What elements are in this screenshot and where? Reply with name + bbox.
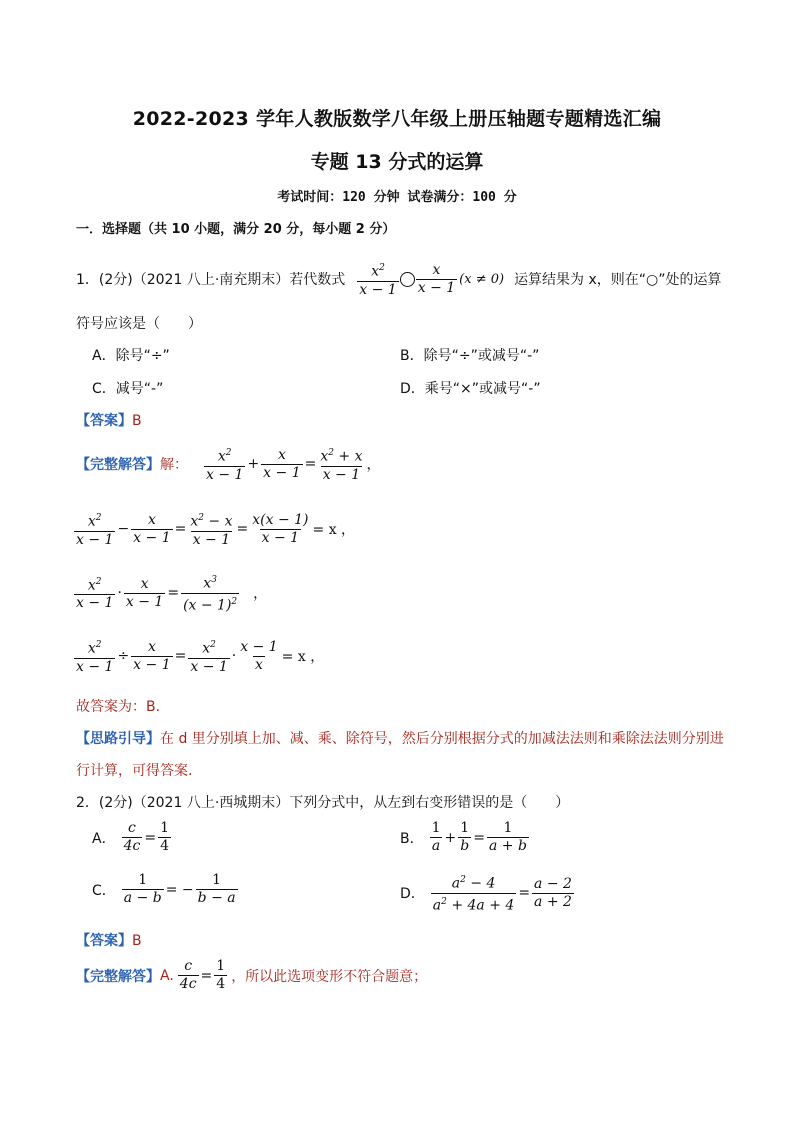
q1-tail: 运算结果为 x，则在“○”处的运算 [514,272,722,289]
q2-option-d[interactable]: D． $\frac{a^2 - 4}{a^2 + 4a + 4}$ = $\frac{a - 2}{a + 2}$ [400,875,572,914]
q1-expression: $\frac{x^2}{x - 1}$ $\frac{x}{x - 1}$ [359,261,456,298]
hint-tag: 【思路引导】 [76,731,160,747]
q1-option-d[interactable]: D．乘号“×”或减号“-” [400,381,541,397]
q1-hint-line2: 行计算，可得答案. [76,763,193,779]
q2-option-c[interactable]: C． $\frac{1}{a - b}$ = − $\frac{1}{b - a}$ [92,872,236,906]
q1-line2: 符号应该是（ ） [76,316,202,332]
section-heading: 一．选择题（共 10 小题，满分 20 分，每小题 2 分） [76,222,396,237]
q1-lead: 1．(2分)（2021 八上·南充期末）若代数式 [76,272,346,289]
q2-option-a[interactable]: A． $\frac{c}{4c}$ = $\frac{1}{4}$ [92,820,169,854]
q1-conclusion: 故答案为：B. [76,699,161,715]
answer-value: B [132,933,142,949]
page-title: 2022-2023 学年人教版数学八年级上册压轴题专题精选汇编 [132,108,662,130]
q1-solution-add: 【完整解答】 解： $\frac{x^2}{x - 1}$ + $\frac{x}{x - 1}$ = $\frac{x^2 + x}{x - 1}$ ， [76,446,381,483]
q2-stem: 2．(2分)（2021 八上·西城期末）下列分式中，从左到右变形错误的是（ ） [76,795,570,811]
answer-tag: 【答案】 [76,933,132,949]
q1-condition: (x ≠ 0) [459,271,505,287]
q1-solution-divide: $\frac{x^2}{x - 1}$ ÷ $\frac{x}{x - 1}$ = $\frac{x^2}{x - 1}$ · $\frac{x - 1}{x}$ = x ， [76,638,325,675]
q1-stem [76,260,722,299]
q2-answer [76,930,142,950]
solution-lead: 解： [160,457,188,474]
q2-option-b[interactable]: B． $\frac{1}{a}$ + $\frac{1}{b}$ = $\frac{1}{a + b}$ [400,820,527,854]
q1-answer [76,410,142,430]
answer-value: B [132,413,142,429]
q1-option-c[interactable]: C．减号“-” [92,381,164,397]
q1-solution-subtract: $\frac{x^2}{x - 1}$ − $\frac{x}{x - 1}$ = $\frac{x^2 - x}{x - 1}$ = $\frac{x(x - 1)}{x - 1}$ = x ， [76,511,356,548]
q1-option-a[interactable]: A．除号“÷” [92,348,170,364]
solution-tag: 【完整解答】 [76,457,160,474]
answer-tag: 【答案】 [76,413,132,429]
exam-meta: 考试时间：120 分钟 试卷满分：100 分 [277,190,517,205]
q1-solution-multiply: $\frac{x^2}{x - 1}$ · $\frac{x}{x - 1}$ = $\frac{x^3}{(x - 1)^2}$ ， [76,575,268,614]
page-subtitle: 专题 13 分式的运算 [310,151,484,173]
q2-solution: 【完整解答】 A. $\frac{c}{4c}$ = $\frac{1}{4}$ ，所以此选项变形不符合题意； [76,958,428,992]
q1-hint-line1 [76,728,724,748]
operator-circle-icon [400,272,415,287]
solution-tag: 【完整解答】 [76,968,160,985]
q1-option-b[interactable]: B．除号“÷”或减号“-” [400,348,540,364]
hint-text: 在 d 里分别填上加、减、乘、除符号，然后分别根据分式的加减法法则和乘除法法则分别进 [160,731,724,747]
